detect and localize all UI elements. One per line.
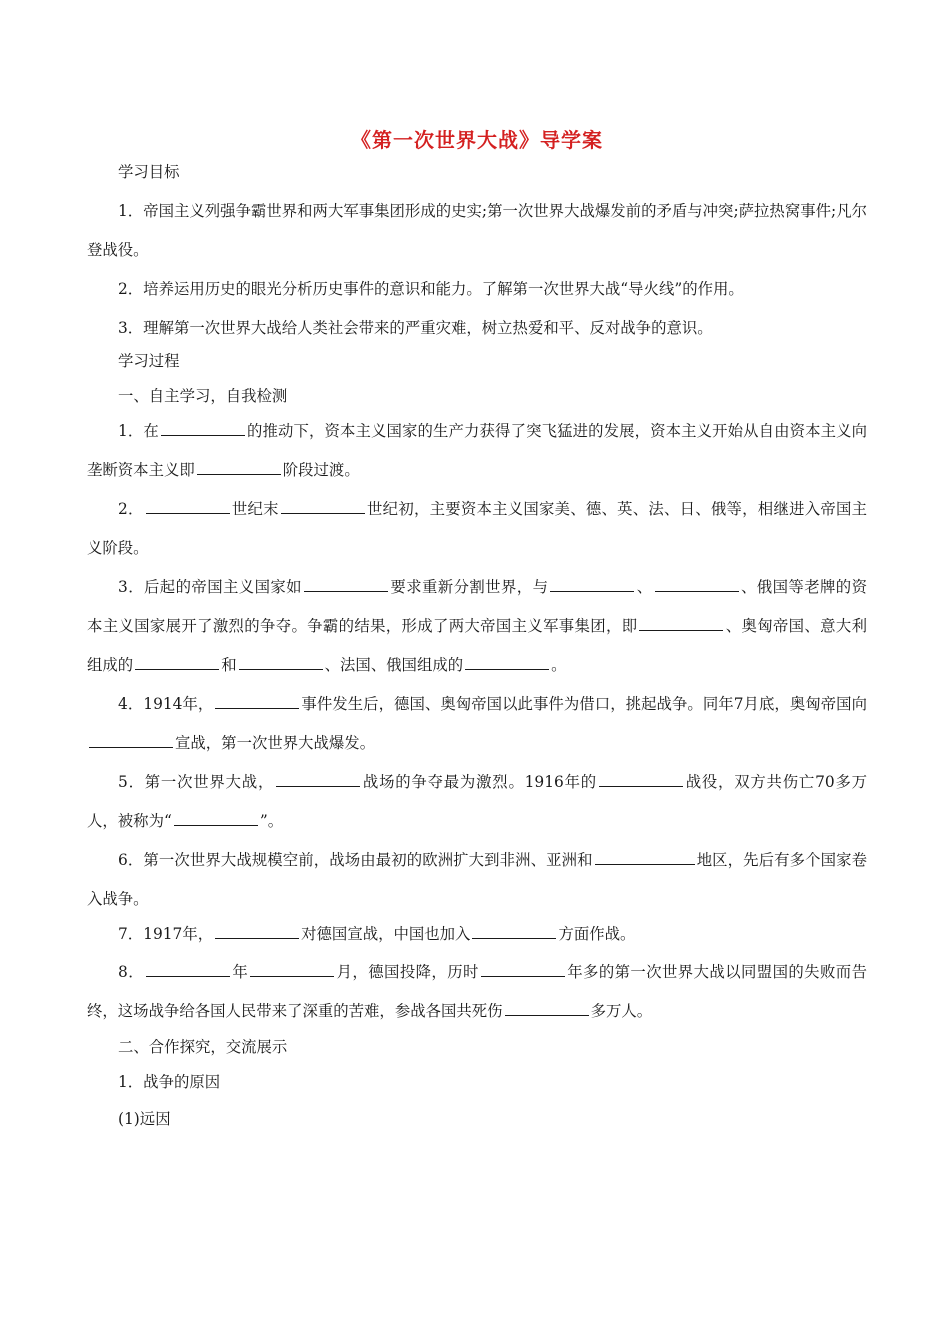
answer-blank[interactable]: [639, 615, 723, 631]
answer-blank[interactable]: [197, 459, 281, 475]
answer-blank[interactable]: [304, 576, 388, 592]
question-1: 1．在 的推动下，资本主义国家的生产力获得了突飞猛进的发展，资本主义开始从自由资本主义向垄断资本主义即 阶段过渡。: [87, 422, 867, 479]
answer-blank[interactable]: [655, 576, 739, 592]
answer-blank[interactable]: [472, 923, 556, 939]
question-2: 2． 世纪末 世纪初，主要资本主义国家美、德、英、法、日、俄等，相继进入帝国主义阶段。: [87, 500, 867, 557]
section-1-heading: 一、自主学习，自我检测: [118, 387, 288, 405]
question-7: 7．1917年， 对德国宣战，中国也加入 方面作战。: [118, 925, 636, 943]
question-5: 5．第一次世界大战， 战场的争夺最为激烈。1916年的 战役，双方共伤亡70多万人，被称为“ ”。: [87, 773, 868, 830]
answer-blank[interactable]: [550, 576, 634, 592]
process-heading: 学习过程: [118, 352, 180, 370]
answer-blank[interactable]: [174, 810, 258, 826]
question-6: 6．第一次世界大战规模空前，战场由最初的欧洲扩大到非洲、亚洲和 地区，先后有多个国家卷入战争。: [87, 851, 867, 908]
section-2-heading: 二、合作探究，交流展示: [118, 1038, 288, 1056]
answer-blank[interactable]: [276, 771, 360, 787]
answer-blank[interactable]: [161, 420, 245, 436]
objectives-heading: 学习目标: [118, 163, 180, 181]
answer-blank[interactable]: [239, 654, 323, 670]
answer-blank[interactable]: [465, 654, 549, 670]
answer-blank[interactable]: [599, 771, 683, 787]
objective-item-1: 1．帝国主义列强争霸世界和两大军事集团形成的史实;第一次世界大战爆发前的矛盾与冲突;萨拉热窝事件;凡尔登战役。: [87, 202, 867, 259]
answer-blank[interactable]: [135, 654, 219, 670]
objective-item-2: 2．培养运用历史的眼光分析历史事件的意识和能力。了解第一次世界大战“导火线”的作用。: [118, 280, 744, 298]
document-title: 《第一次世界大战》导学案: [351, 128, 603, 152]
answer-blank[interactable]: [146, 498, 230, 514]
subsection-1a-heading: (1)远因: [118, 1110, 171, 1128]
answer-blank[interactable]: [215, 693, 299, 709]
answer-blank[interactable]: [505, 1000, 589, 1016]
question-3: 3．后起的帝国主义国家如 要求重新分割世界，与 、 、俄国等老牌的资本主义国家展开了激烈的争夺。争霸的结果，形成了两大帝国主义军事集团，即 、奥匈帝国、意大利组成的 和 、法国、俄国组成的 。: [87, 578, 867, 674]
answer-blank[interactable]: [215, 923, 299, 939]
answer-blank[interactable]: [281, 498, 365, 514]
question-4: 4．1914年， 事件发生后，德国、奥匈帝国以此事件为借口，挑起战争。同年7月底，奥匈帝国向宣战，第一次世界大战爆发。: [87, 685, 867, 763]
answer-blank[interactable]: [250, 961, 334, 977]
answer-blank[interactable]: [89, 732, 173, 748]
answer-blank[interactable]: [481, 961, 565, 977]
question-8: 8． 年 月，德国投降，历时 年多的第一次世界大战以同盟国的失败而告终，这场战争给各国人民带来了深重的苦难，参战各国共死伤 多万人。: [87, 963, 867, 1020]
answer-blank[interactable]: [146, 961, 230, 977]
subsection-1-heading: 1．战争的原因: [118, 1073, 221, 1091]
objective-item-3: 3．理解第一次世界大战给人类社会带来的严重灾难，树立热爱和平、反对战争的意识。: [118, 319, 713, 337]
answer-blank[interactable]: [595, 849, 695, 865]
